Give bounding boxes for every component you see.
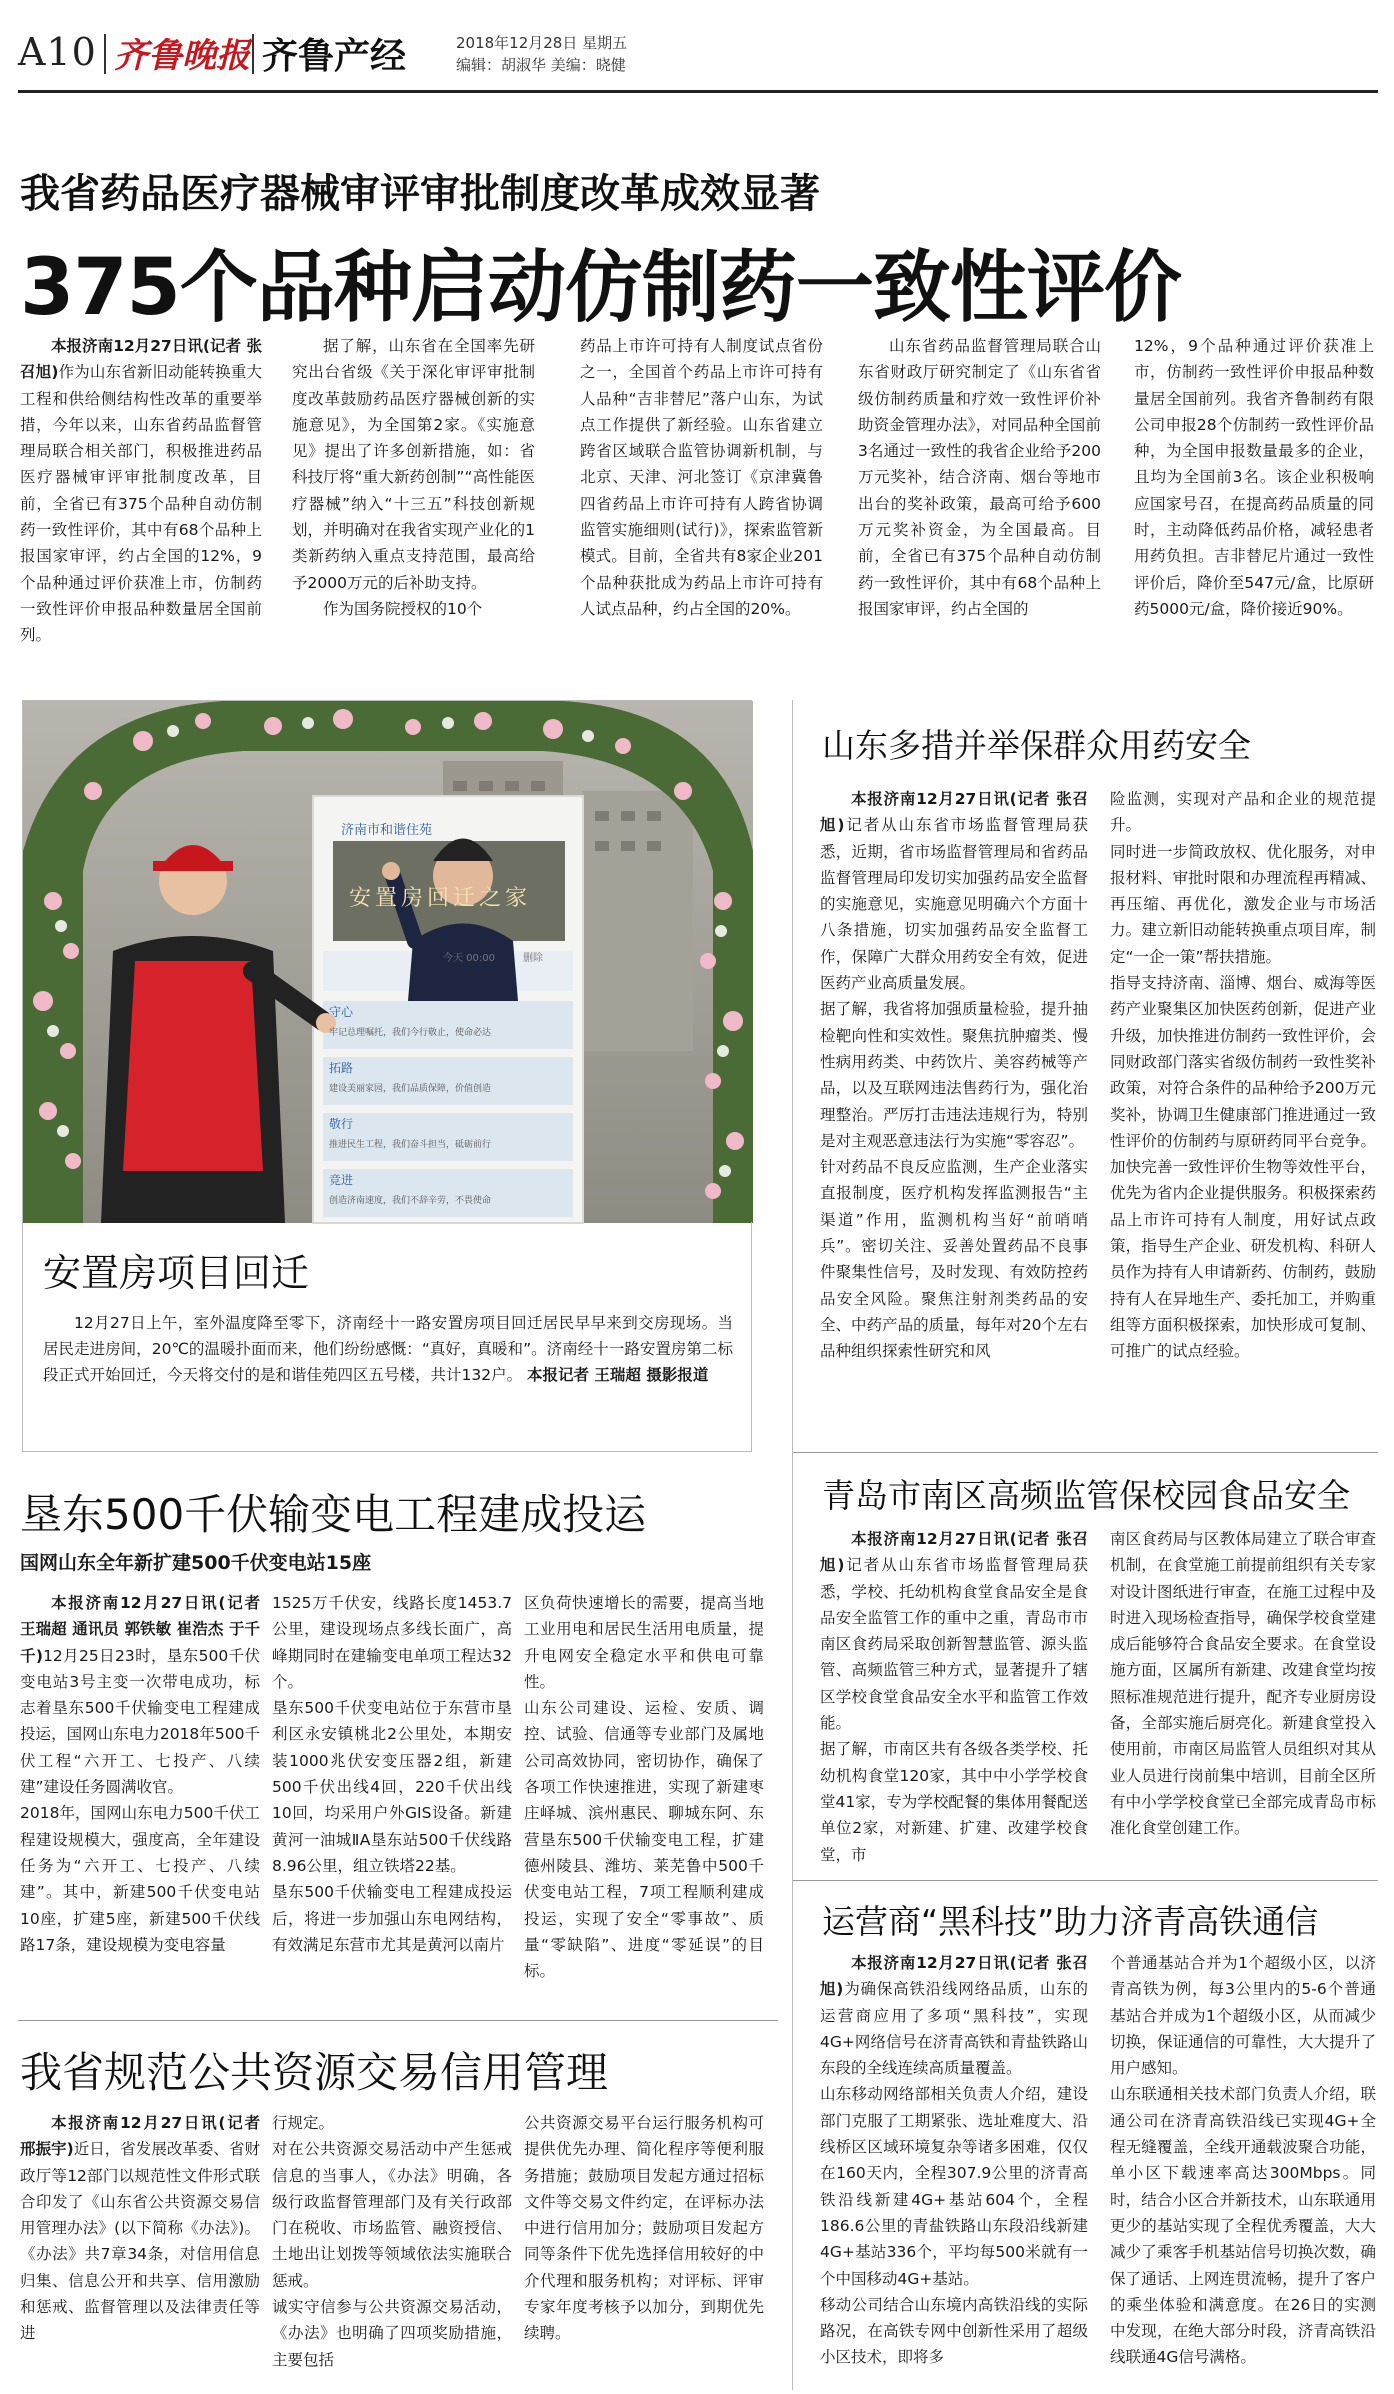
newspaper-name: 齐鲁晚报 (114, 36, 250, 76)
frame-row-label: 敬行 (329, 1117, 354, 1131)
dateline: 本报济南12月27日讯(记者 张召旭) (20, 337, 262, 382)
lead-column-1 (20, 333, 262, 673)
qingdao-column-1 (820, 1526, 1088, 1864)
lead-text: 作为山东省新旧动能转换重大工程和供给侧结构性改革的重要举措，今年以来，山东省药品监督管理局联合相关部门，积极推进药品医疗器械审评审批制度改革，目前，全省已有375个品种自动仿制药一致性评价，其中有68个品种上报国家审评，约占全国的12%，9个品种通过评价获准上市，仿制药一致性评价申报品种数量居全国前列。 (20, 363, 262, 645)
dateline: 本报济南12月27日讯(记者 张召旭) (820, 1530, 1088, 1575)
credit-column-1 (20, 2110, 260, 2388)
drug-safety-title: 山东多措并举保群众用药安全 (822, 726, 1251, 765)
credit-title: 我省规范公共资源交易信用管理 (20, 2048, 609, 2097)
editors-line: 编辑：胡淑华 美编：晓健 (456, 56, 626, 74)
power-text: 1525万千伏安，线路长度1453.7公里，建设现场点多线长面广，高峰期同时在建输变电单项工程达32个。 垦东500千伏变电站位于东营市垦利区永安镇桃北2公里处，本期安装1000兆伏安变压器2组，新建500千伏出线4回，220千伏出线10回，均采用户外GIS设备。新建黄河一油城ⅡA垦东站500千伏线路8.96公里，组立铁塔22基。 垦东500千伏输变电工程建成投运后，将进一步加强山东电网结构，有效满足东营市尤其是黄河以南片 (272, 1594, 512, 1954)
frame-row-text: 创造济南速度，我们不辞辛劳，不畏使命 (329, 1196, 492, 1206)
photo-caption-box (22, 1222, 752, 1452)
frame-delete: 删除 (523, 953, 543, 964)
credit-column-3 (524, 2110, 764, 2388)
frame-row-text: 建设美丽家园，我们品质保障，价值创造 (329, 1084, 492, 1094)
qingdao-text: 南区食药局与区教体局建立了联合审查机制，在食堂施工前提前组织有关专家对设计图纸进行审查，在施工过程中及时进入现场检查指导，确保学校食堂建成后能够符合食品安全要求。在食堂设施方面，区属所有新建、改建食堂均按照标准规范进行提升，配齐专业厨房设备，全部实施后厨亮化。新建食堂投入使用前，市南区局监管人员组织对其从业人员进行岗前集中培训，目前全区所有中小学学校食堂已全部完成青岛市标准化食堂创建工作。 (1110, 1530, 1376, 1838)
power-text: 区负荷快速增长的需要，提高当地工业用电和居民生活用电质量，提升电网安全稳定水平和供电可靠性。 山东公司建设、运检、安质、调控、试验、信通等专业部门及属地公司高效协同，密切协作，确保了各项工作快速推进，实现了新建枣庄峄城、滨州惠民、聊城东阿、东营垦东500千伏输变电工程，扩建德州陵县、潍坊、莱芜鲁中500千伏变电站工程，7项工程顺利建成投运，实现了安全“零事故”、质量“零缺陷”、进度“零延误”的目标。 (524, 1594, 764, 1981)
section-divider (792, 1452, 1378, 1453)
section-name: 齐鲁产经 (262, 36, 407, 77)
drug-safety-column-2 (1110, 786, 1376, 1446)
lead-column-3 (580, 333, 823, 673)
header-divider (104, 34, 106, 74)
frame-title: 济南市和谐住苑 (341, 823, 433, 838)
photo-story-title: 安置房项目回迁 (43, 1251, 310, 1295)
lead-column-4 (858, 333, 1101, 673)
power-column-2 (272, 1590, 512, 1994)
photo-caption-text: 12月27日上午，室外温度降至零下，济南经十一路安置房项目回迁居民早早来到交房现场。当居民走进房间，20℃的温暖扑面而来，他们纷纷感慨：“真好，真暖和”。济南经十一路安置房第二标段正式开始回迁，今天将交付的是和谐佳苑四区五号楼，共计132户。 (43, 1314, 733, 1384)
drug-safety-column-1 (820, 786, 1088, 1446)
credit-text: 行规定。 对在公共资源交易活动中产生惩戒信息的当事人，《办法》明确，各级行政监督管理部门及有关行政部门在税收、市场监管、融资授信、土地出让划拨等领域依法实施联合惩戒。 诚实守信参与公共资源交易活动，《办法》也明确了四项奖励措施，主要包括 (272, 2114, 512, 2369)
credit-column-2 (272, 2110, 512, 2388)
qingdao-title: 青岛市南区高频监管保校园食品安全 (822, 1476, 1350, 1515)
news-photo (22, 700, 752, 1222)
column-divider (792, 700, 793, 2390)
telecom-text: 为确保高铁沿线网络品质，山东的运营商应用了多项“黑科技”，实现4G+网络信号在济青高铁和青盐铁路山东段的全线连续高质量覆盖。 山东移动网络部相关负责人介绍，建设部门克服了工期紧张、选址难度大、沿线桥区区域环境复杂等诸多困难，仅仅在160天内，全程307.9公里的济青高铁沿线新建4G+基站604个，全程186.6公里的青盐铁路山东段沿线新建4G+基站336个，平均每500米就有一个中国移动4G+基站。 移动公司结合山东境内高铁沿线的实际路况，在高铁专网中创新性采用了超级小区技术，即将多 (820, 1980, 1088, 2367)
frame-row-label: 竞进 (329, 1173, 354, 1187)
frame-today: 今天 00:00 (443, 953, 495, 964)
photo-caption (43, 1310, 733, 1388)
dateline: 本报济南12月27日讯(记者 张召旭) (820, 1954, 1088, 1999)
drug-safety-text: 险监测，实现对产品和企业的规范提升。 同时进一步简政放权、优化服务，对申报材料、审批时限和办理流程再精减、再压缩、再优化，激发企业与市场活力。建立新旧动能转换重点项目库，制定“一企一策”帮扶措施。 指导支持济南、淄博、烟台、威海等医药产业聚集区加快医药创新，促进产业升级，加快推进仿制药一致性评价，会同财政部门落实省级仿制药一致性奖补政策，对符合条件的品种给予200万元奖补，协调卫生健康部门推进通过一致性评价的仿制药与原研药同平台竞争。加快完善一致性评价生物等效性平台，优先为省内企业提供服务。积极探索药品上市许可持有人制度，用好试点政策，指导生产企业、研发机构、科研人员作为持有人申请新药、仿制药，鼓励持有人在异地生产、委托加工，并购重组等方面积极探索，加快形成可复制、可推广的试点经验。 (1110, 790, 1376, 1361)
dateline: 本报济南12月27日讯(记者 王瑞超 通讯员 郭铁敏 崔浩杰 于千千) (20, 1594, 260, 1665)
page-header (18, 22, 1378, 82)
frame-row-text: 牢记总理嘱托，我们今行敬止，使命必达 (329, 1028, 492, 1038)
lead-text: 作为国务院授权的10个 (323, 599, 483, 618)
dateline: 本报济南12月27日讯(记者 邢振宇) (20, 2114, 260, 2159)
dateline: 本报济南12月27日讯(记者 张召旭) (820, 790, 1088, 835)
frame-row-label: 守心 (329, 1005, 354, 1019)
section-divider (792, 1880, 1378, 1881)
power-column-1 (20, 1590, 260, 1994)
telecom-column-2 (1110, 1950, 1376, 2388)
lead-column-2 (292, 333, 535, 673)
frame-sign: 安置房回迁之家 (349, 886, 532, 911)
lead-column-5 (1134, 333, 1374, 673)
telecom-column-1 (820, 1950, 1088, 2388)
lead-text: 12%，9个品种通过评价获准上市，仿制药一致性评价申报品种数量居全国前列。我省齐鲁制药有限公司申报28个仿制药一致性评价品种，为全国申报数量最多的企业，且均为全国前3名。该企业积极响应国家号召，在提高药品质量的同时，主动降低药品价格，减轻患者用药负担。吉非替尼片通过一致性评价后，降价至547元/盒，比原研药5000元/盒，降价接近90%。 (1134, 337, 1374, 618)
lead-kicker: 我省药品医疗器械审评审批制度改革成效显著 (20, 171, 820, 217)
power-title: 垦东500千伏输变电工程建成投运 (20, 1490, 647, 1539)
photo-credit: 本报记者 王瑞超 摄影报道 (527, 1366, 709, 1384)
header-rule (18, 90, 1378, 93)
credit-text: 近日，省发展改革委、省财政厅等12部门以规范性文件形式联合印发了《山东省公共资源交易信用管理办法》(以下简称《办法》)。《办法》共7章34条，对信用信息归集、信息公开和共享、信用激励和惩戒、监督管理以及法律责任等进 (20, 2140, 260, 2343)
credit-text: 公共资源交易平台运行服务机构可提供优先办理、简化程序等便利服务措施；鼓励项目发起方通过招标文件等交易文件约定，在评标办法中进行信用加分；鼓励项目发起方同等条件下优先选择信用较好的中介代理和服务机构；对评标、评审专家年度考核予以加分，到期优先续聘。 (524, 2114, 764, 2343)
frame-row-text: 推进民生工程，我们奋斗担当，砥砺前行 (329, 1140, 492, 1150)
telecom-text: 个普通基站合并为1个超级小区，以济青高铁为例，每3公里内的5-6个普通基站合并成为1个超级小区，从而减少切换，保证通信的可靠性，大大提升了用户感知。 山东联通相关技术部门负责人介绍，联通公司在济青高铁沿线已实现4G+全程无缝覆盖，全线开通载波聚合功能，单小区下载速率高达300Mbps。同时，结合小区合并新技术，山东联通用更少的基站实现了全程优秀覆盖，大大减少了乘客手机基站信号切换次数，确保了通话、上网连贯流畅，提升了客户的乘坐体验和满意度。在26日的实测中发现，在绝大部分时段，济青高铁沿线联通4G信号满格。 (1110, 1954, 1376, 2367)
lead-text: 药品上市许可持有人制度试点省份之一，全国首个药品上市许可持有人品种“吉非替尼”落户山东，为试点工作提供了新经验。山东省建立跨省区域联合监管协调新机制，与北京、天津、河北签订《京津冀鲁四省药品上市许可持有人跨省协调监管实施细则(试行)》，探索监管新模式。目前，全省共有8家企业201个品种获批成为药品上市许可持有人试点品种，约占全国的20%。 (580, 337, 823, 618)
frame-row-label: 拓路 (329, 1061, 354, 1075)
qingdao-column-2 (1110, 1526, 1376, 1838)
telecom-title: 运营商“黑科技”助力济青高铁通信 (822, 1902, 1319, 1941)
lead-text: 山东省药品监督管理局联合山东省财政厅研究制定了《山东省省级仿制药质量和疗效一致性评价补助资金管理办法》，对同品种全国前3名通过一致性的我省企业给予200万元奖补，结合济南、烟台等地市出台的奖补政策，最高可给予600万元奖补资金，为全国最高。目前，全省已有375个品种自动仿制药一致性评价，其中有68个品种上报国家审评，约占全国的 (858, 337, 1101, 618)
power-text: 12月25日23时，垦东500千伏变电站3号主变一次带电成功，标志着垦东500千伏输变电工程建成投运，国网山东电力2018年500千伏工程“六开工、七投产、八续建”建设任务圆满收官。 2018年，国网山东电力500千伏工程建设规模大，强度高，全年建设任务为“六开工、七投产、八续建”。其中，新建500千伏变电站10座，扩建5座，新建500千伏线路17条，建设规模为变电容量 (20, 1646, 260, 1954)
power-column-3 (524, 1590, 764, 1994)
drug-safety-text: 记者从山东省市场监督管理局获悉，近期，省市场监督管理局和省药品监督管理局印发切实加强药品安全监督的实施意见，实施意见明确六个方面十八条措施，切实加强药品安全监督工作，保障广大群众用药安全有效，促进医药产业高质量发展。 据了解，我省将加强质量检验，提升抽检靶向性和实效性。聚焦抗肿瘤类、慢性病用药类、中药饮片、美容药械等产品，以及互联网违法售药行为，强化治理整治。严厉打击违法违规行为，特别是对主观恶意违法行为实施“零容忍”。 针对药品不良反应监测，生产企业落实直报制度，医疗机构发挥监测报告“主渠道”作用，监测机构当好“前哨哨兵”。密切关注、妥善处置药品不良事件聚集性信号，及时发现、有效防控药品安全风险。聚焦注射剂类药品的安全、中药产品的质量，每年对20个左右品种组织探索性研究和风 (820, 816, 1088, 1361)
header-divider (252, 34, 254, 74)
qingdao-text: 记者从山东省市场监督管理局获悉，学校、托幼机构食堂食品安全是食品安全监管工作的重中之重，青岛市市南区食药局采取创新智慧监管、源头监管、高频监管三种方式，显著提升了辖区学校食堂食品安全水平和监管工作效能。 据了解，市南区共有各级各类学校、托幼机构食堂120家，其中中小学学校食堂41家，专为学校配餐的集体用餐配送单位2家，对新建、扩建、改建学校食堂，市 (820, 1556, 1088, 1864)
issue-date: 2018年12月28日 星期五 (456, 34, 628, 52)
section-divider (18, 2020, 778, 2021)
lead-headline: 375个品种启动仿制药一致性评价 (20, 243, 1181, 333)
lead-text: 据了解，山东省在全国率先研究出台省级《关于深化审评审批制度改革鼓励药品医疗器械创新的实施意见》，为全国第2家。《实施意见》提出了许多创新措施，如：省科技厅将“重大新药创制”“高性能医疗器械”纳入“十三五”科技创新规划，并明确对在我省实现产业化的1类新药纳入重点支持范围，最高给予2000万元的后补助支持。 (292, 337, 535, 592)
power-subtitle: 国网山东全年新扩建500千伏变电站15座 (20, 1552, 372, 1574)
page-number: A10 (18, 30, 97, 74)
